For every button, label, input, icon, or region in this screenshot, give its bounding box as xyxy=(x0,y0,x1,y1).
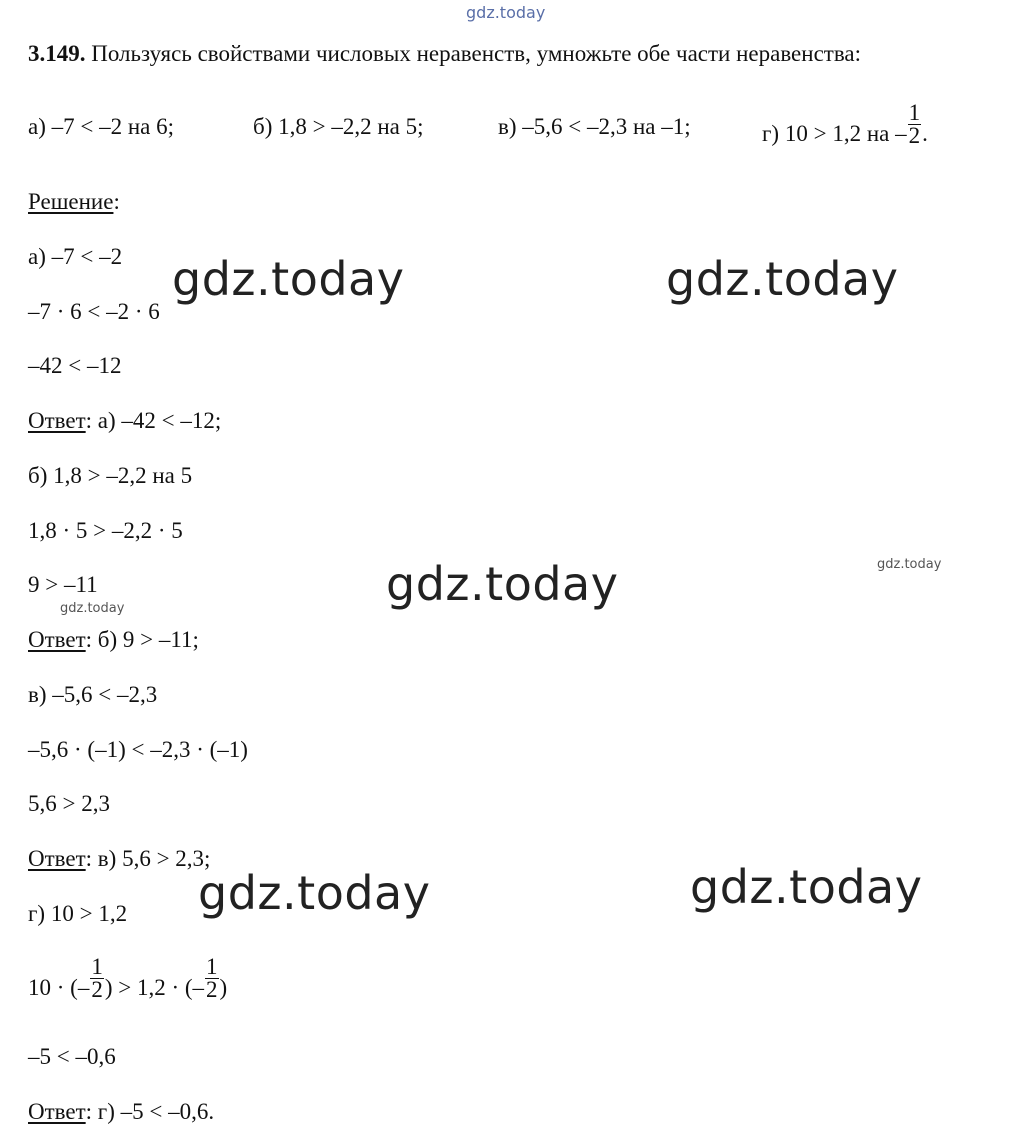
fraction-half xyxy=(205,956,219,1001)
watermark-small: gdz.today xyxy=(60,601,125,616)
answer-v xyxy=(28,845,210,873)
fraction-half xyxy=(908,102,922,147)
solution-line-v2: –5,6 · (–1) < –2,3 · (–1) xyxy=(28,737,248,762)
g2-part2: ) > 1,2 · (– xyxy=(104,974,205,1000)
fraction-half xyxy=(90,956,104,1001)
solution-line-a1: а) –7 < –2 xyxy=(28,244,123,269)
solution-line-b1: б) 1,8 > –2,2 на 5 xyxy=(28,463,193,488)
solution-line-g1: г) 10 > 1,2 xyxy=(28,901,128,926)
solution-line-a2: –7 · 6 < –2 · 6 xyxy=(28,299,160,324)
fraction-denominator: 2 xyxy=(206,977,218,1002)
answer-a-text: : а) –42 < –12; xyxy=(85,408,222,433)
answer-label: Ответ xyxy=(28,408,86,433)
answer-b-text: : б) 9 > –11; xyxy=(85,627,199,652)
watermark: gdz.today xyxy=(386,557,619,611)
solution-heading-word: Решение xyxy=(28,189,114,214)
watermark: gdz.today xyxy=(666,252,899,306)
fraction-denominator: 2 xyxy=(91,977,103,1002)
answer-v-text: : в) 5,6 > 2,3; xyxy=(85,846,211,871)
g2-part3: ) xyxy=(219,974,228,1000)
watermark-small: gdz.today xyxy=(877,557,942,572)
answer-label: Ответ xyxy=(28,846,86,871)
fraction-numerator: 1 xyxy=(206,954,218,979)
answer-g-text: : г) –5 < –0,6. xyxy=(85,1099,215,1124)
task-item-g-text: г) 10 > 1,2 на – xyxy=(762,120,907,146)
solution-line-b3: 9 > –11 xyxy=(28,572,98,597)
solution-line-a3: –42 < –12 xyxy=(28,353,122,378)
watermark: gdz.today xyxy=(172,252,405,306)
task-item-b: б) 1,8 > –2,2 на 5; xyxy=(253,114,424,139)
g2-part1: 10 · (– xyxy=(28,974,90,1000)
answer-b xyxy=(28,626,199,654)
answer-a xyxy=(28,407,221,435)
fraction-numerator: 1 xyxy=(91,954,103,979)
solution-heading xyxy=(28,188,120,216)
watermark: gdz.today xyxy=(198,866,431,920)
watermark-top: gdz.today xyxy=(466,3,546,22)
task-item-a: а) –7 < –2 на 6; xyxy=(28,114,174,139)
watermark: gdz.today xyxy=(690,860,923,914)
solution-heading-colon: : xyxy=(113,189,120,214)
solution-line-v1: в) –5,6 < –2,3 xyxy=(28,682,158,707)
fraction-numerator: 1 xyxy=(908,100,921,125)
answer-label: Ответ xyxy=(28,627,86,652)
task-item-g xyxy=(762,100,928,149)
task-text: Пользуясь свойствами числовых неравенств, умножьте обе части неравенства: xyxy=(91,41,861,66)
answer-g xyxy=(28,1098,214,1126)
answer-label: Ответ xyxy=(28,1099,86,1124)
solution-line-v3: 5,6 > 2,3 xyxy=(28,791,110,816)
task-statement xyxy=(28,40,861,68)
solution-line-b2: 1,8 · 5 > –2,2 · 5 xyxy=(28,518,183,543)
fraction-denominator: 2 xyxy=(908,123,921,148)
task-number: 3.149. xyxy=(28,41,86,66)
solution-line-g2 xyxy=(28,954,228,1003)
solution-line-g3: –5 < –0,6 xyxy=(28,1044,116,1069)
task-item-v: в) –5,6 < –2,3 на –1; xyxy=(498,114,691,139)
task-item-g-tail: . xyxy=(922,120,928,146)
